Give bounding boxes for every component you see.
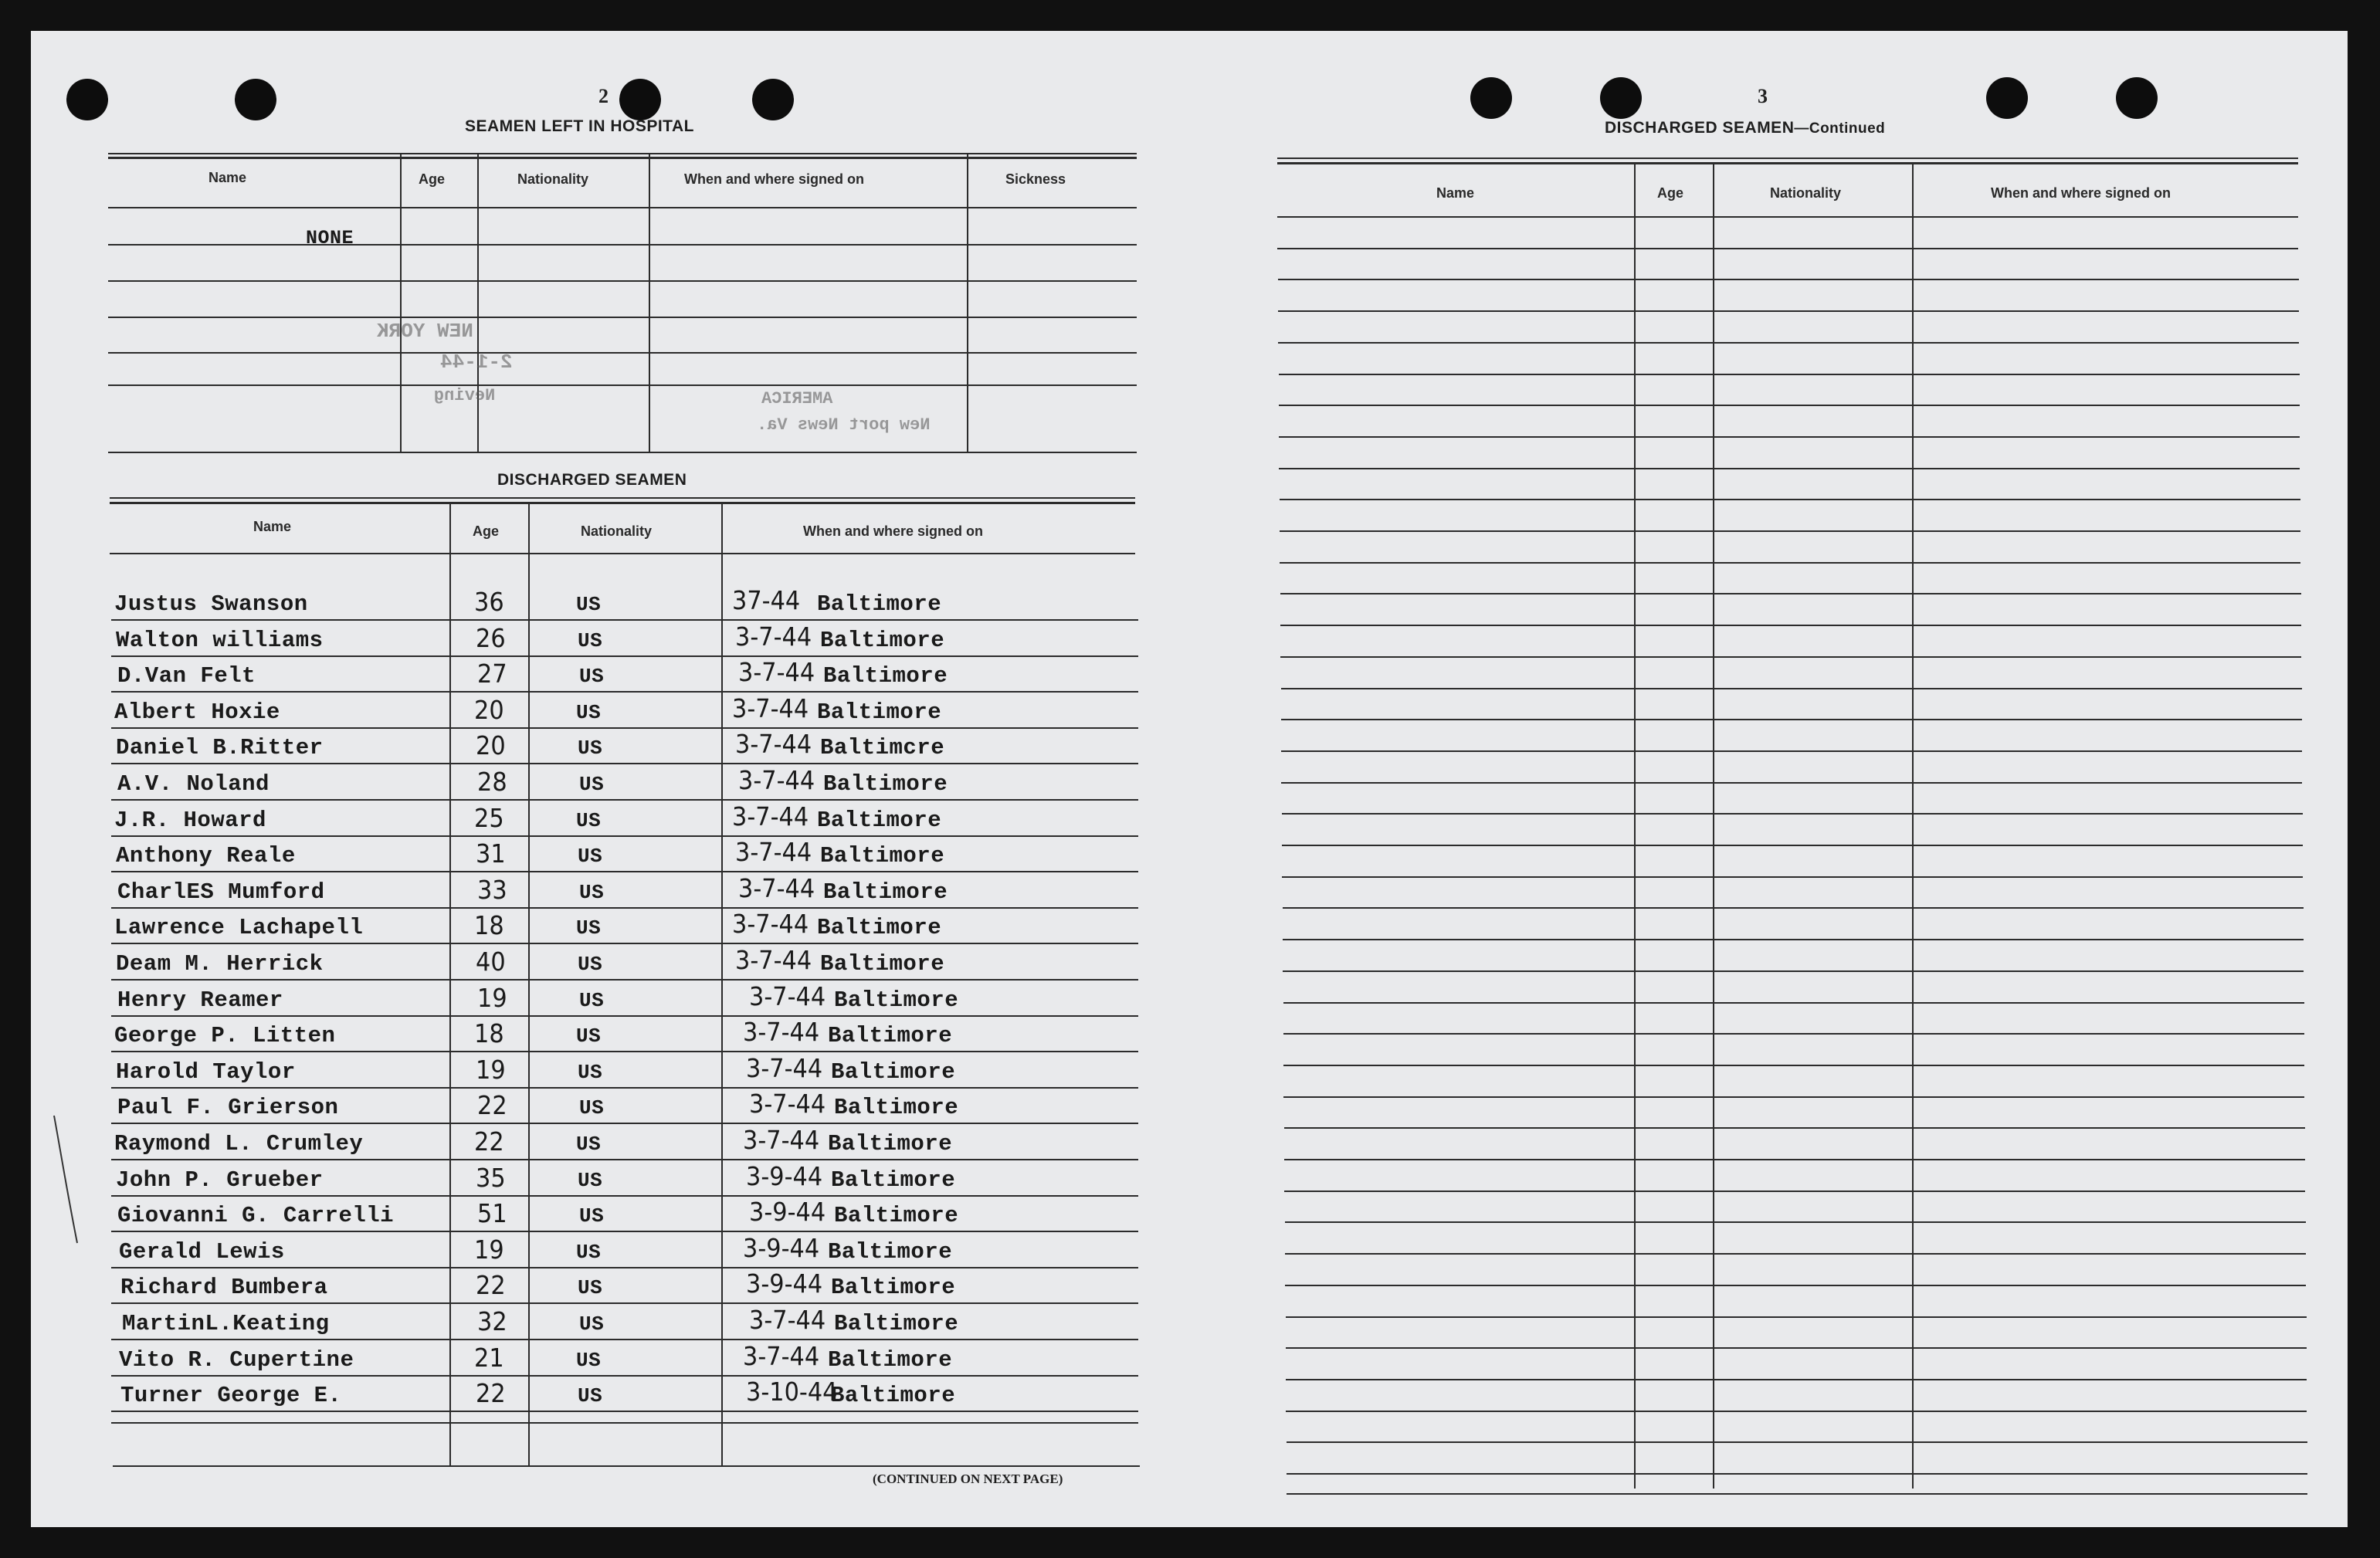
seaman-nationality: US bbox=[579, 665, 605, 689]
rule bbox=[1277, 157, 2298, 159]
row-rule bbox=[1277, 216, 2298, 218]
signed-on-date: 3-7-44 bbox=[732, 693, 809, 723]
row-rule bbox=[111, 979, 1138, 981]
rule bbox=[108, 317, 1137, 318]
seaman-age: 18 bbox=[474, 1018, 504, 1049]
row-rule bbox=[1285, 1253, 2306, 1255]
row-rule bbox=[111, 1123, 1138, 1124]
rule bbox=[108, 157, 1137, 159]
rule bbox=[108, 452, 1137, 453]
signed-on-date: 37-44 bbox=[732, 585, 801, 615]
column-divider bbox=[477, 154, 479, 452]
row-rule bbox=[1282, 876, 2303, 878]
row-rule bbox=[111, 1159, 1138, 1160]
row-rule bbox=[111, 763, 1138, 764]
column-divider bbox=[528, 503, 530, 1467]
col-name: Name bbox=[209, 170, 247, 185]
column-divider bbox=[449, 503, 451, 1467]
row-rule bbox=[1286, 1316, 2307, 1318]
row-rule bbox=[1279, 436, 2300, 438]
signed-on-place: Baltimore bbox=[831, 1275, 956, 1301]
row-rule bbox=[1283, 970, 2304, 972]
col-age: Age bbox=[473, 523, 500, 539]
seaman-age: 27 bbox=[477, 659, 507, 689]
seaman-age: 22 bbox=[474, 1126, 504, 1157]
continued-title-main: DISCHARGED SEAMEN bbox=[1605, 119, 1795, 137]
col-signed-on: When and where signed on bbox=[803, 523, 984, 539]
row-rule bbox=[1281, 750, 2302, 752]
row-rule bbox=[1279, 374, 2300, 375]
row-rule bbox=[111, 1375, 1138, 1377]
seaman-name: CharlES Mumford bbox=[117, 879, 325, 905]
row-rule bbox=[1282, 845, 2303, 846]
seaman-age: 19 bbox=[476, 1054, 506, 1085]
signed-on-date: 3-7-44 bbox=[743, 1125, 820, 1155]
row-rule bbox=[1284, 1191, 2305, 1192]
seaman-name: Harold Taylor bbox=[116, 1058, 296, 1085]
signed-on-date: 3-7-44 bbox=[738, 872, 815, 903]
signed-on-date: 3-9-44 bbox=[746, 1268, 823, 1299]
seaman-nationality: US bbox=[576, 1025, 602, 1048]
column-divider bbox=[721, 503, 723, 1467]
rule bbox=[108, 352, 1137, 354]
seaman-age: 36 bbox=[474, 587, 504, 617]
signed-on-place: Baltimore bbox=[817, 591, 942, 617]
signed-on-date: 3-7-44 bbox=[743, 1017, 820, 1048]
seaman-nationality: US bbox=[576, 808, 602, 832]
row-rule bbox=[1278, 342, 2299, 344]
seaman-nationality: US bbox=[578, 628, 603, 652]
seaman-nationality: US bbox=[579, 1096, 605, 1120]
seaman-age: 22 bbox=[477, 1090, 507, 1121]
bleed-through-text: NEW YORK bbox=[377, 320, 473, 343]
signed-on-date: 3-7-44 bbox=[749, 981, 826, 1011]
row-rule bbox=[111, 691, 1138, 693]
seaman-age: 40 bbox=[476, 947, 506, 977]
signed-on-date: 3-7-44 bbox=[738, 765, 815, 795]
punch-hole bbox=[235, 79, 276, 120]
seaman-name: Daniel B.Ritter bbox=[116, 735, 324, 761]
page-number-left: 2 bbox=[598, 85, 609, 107]
seaman-nationality: US bbox=[579, 1204, 605, 1228]
seaman-nationality: US bbox=[576, 1133, 602, 1156]
seaman-nationality: US bbox=[578, 1276, 603, 1300]
signed-on-place: Baltimcre bbox=[820, 735, 945, 761]
seaman-age: 19 bbox=[474, 1234, 504, 1265]
row-rule bbox=[111, 907, 1138, 909]
punch-hole bbox=[2116, 77, 2158, 119]
row-rule bbox=[111, 1231, 1138, 1232]
row-rule bbox=[1280, 562, 2300, 564]
seaman-name: Turner George E. bbox=[120, 1383, 342, 1409]
seaman-age: 20 bbox=[476, 730, 506, 761]
row-rule bbox=[1279, 468, 2300, 469]
seaman-name: Richard Bumbera bbox=[120, 1275, 328, 1301]
signed-on-date: 3-7-44 bbox=[735, 729, 812, 760]
seaman-nationality: US bbox=[579, 988, 605, 1012]
signed-on-date: 3-7-44 bbox=[746, 1052, 823, 1083]
col-age: Age bbox=[419, 171, 446, 187]
rule bbox=[110, 502, 1135, 504]
seaman-age: 32 bbox=[477, 1306, 507, 1336]
seaman-name: Henry Reamer bbox=[117, 987, 283, 1013]
seaman-nationality: US bbox=[576, 916, 602, 940]
rule bbox=[1277, 162, 2298, 164]
signed-on-place: Baltimore bbox=[834, 1311, 959, 1336]
signed-on-date: 3-7-44 bbox=[738, 657, 815, 688]
col-signed-on: When and where signed on bbox=[1991, 185, 2171, 201]
signed-on-place: Baltimore bbox=[828, 1023, 953, 1049]
row-rule bbox=[1285, 1221, 2306, 1223]
signed-on-date: 3-7-44 bbox=[732, 801, 809, 831]
seaman-nationality: US bbox=[576, 1240, 602, 1264]
page-number-right: 3 bbox=[1758, 85, 1768, 107]
signed-on-date: 3-7-44 bbox=[735, 945, 812, 975]
seaman-nationality: US bbox=[578, 953, 603, 976]
signed-on-place: Baltimore bbox=[831, 1058, 956, 1085]
row-rule bbox=[1282, 813, 2303, 815]
signed-on-place: Baltimore bbox=[817, 699, 942, 725]
row-rule bbox=[1281, 688, 2302, 689]
seaman-name: MartinL.Keating bbox=[122, 1311, 330, 1336]
discharged-section-title: DISCHARGED SEAMEN bbox=[497, 471, 687, 489]
seaman-name: Giovanni G. Carrelli bbox=[117, 1203, 395, 1229]
row-rule bbox=[111, 655, 1138, 657]
signed-on-date: 3-7-44 bbox=[735, 837, 812, 868]
signed-on-place: Baltimore bbox=[828, 1238, 953, 1265]
signed-on-place: Baltimore bbox=[828, 1346, 953, 1373]
seaman-name: Vito R. Cupertine bbox=[119, 1346, 354, 1373]
seaman-name: Paul F. Grierson bbox=[117, 1095, 339, 1121]
punch-hole bbox=[66, 79, 108, 120]
column-divider bbox=[1634, 164, 1636, 1489]
signed-on-date: 3-10-44 bbox=[746, 1377, 838, 1407]
seaman-nationality: US bbox=[579, 1312, 605, 1336]
bleed-through-text: AMERICA bbox=[761, 389, 833, 408]
seaman-name: D.Van Felt bbox=[117, 663, 256, 689]
signed-on-date: 3-7-44 bbox=[749, 1305, 826, 1335]
column-divider bbox=[649, 154, 650, 452]
punch-hole bbox=[619, 79, 661, 120]
rule bbox=[111, 1422, 1138, 1424]
row-rule bbox=[111, 1339, 1138, 1340]
row-rule bbox=[1281, 782, 2302, 784]
row-rule bbox=[111, 727, 1138, 729]
row-rule bbox=[111, 619, 1138, 621]
seaman-name: Justus Swanson bbox=[114, 591, 308, 617]
signed-on-place: Baltimore bbox=[834, 987, 959, 1013]
punch-hole bbox=[1986, 77, 2028, 119]
row-rule bbox=[1279, 405, 2300, 406]
row-rule bbox=[1280, 656, 2301, 658]
signed-on-place: Baltimore bbox=[828, 1131, 953, 1157]
seaman-nationality: US bbox=[578, 1060, 603, 1084]
row-rule bbox=[1283, 1096, 2304, 1098]
pencil-mark bbox=[46, 1112, 93, 1266]
seaman-age: 18 bbox=[474, 910, 504, 941]
hospital-entry: NONE bbox=[306, 227, 354, 249]
seaman-name: John P. Grueber bbox=[116, 1167, 324, 1193]
row-rule bbox=[1286, 1379, 2307, 1380]
seaman-age: 28 bbox=[477, 767, 507, 797]
seaman-name: A.V. Noland bbox=[117, 771, 270, 797]
signed-on-date: 3-7-44 bbox=[735, 621, 812, 652]
signed-on-place: Baltimore bbox=[823, 879, 948, 905]
row-rule bbox=[1280, 593, 2301, 594]
seaman-age: 33 bbox=[477, 874, 507, 905]
column-divider bbox=[400, 154, 402, 452]
col-nationality: Nationality bbox=[1770, 185, 1842, 201]
signed-on-place: Baltimore bbox=[820, 951, 945, 977]
document-sheet bbox=[31, 31, 2348, 1527]
col-sickness: Sickness bbox=[1005, 171, 1066, 187]
seaman-name: Albert Hoxie bbox=[114, 699, 280, 725]
seaman-name: George P. Litten bbox=[114, 1023, 336, 1049]
seaman-name: Anthony Reale bbox=[116, 843, 296, 869]
row-rule bbox=[1278, 310, 2299, 312]
column-divider bbox=[1912, 164, 1914, 1489]
punch-hole bbox=[1470, 77, 1512, 119]
row-rule bbox=[111, 1267, 1138, 1268]
rule bbox=[108, 384, 1137, 386]
seaman-name: Deam M. Herrick bbox=[116, 951, 324, 977]
signed-on-place: Baltimore bbox=[834, 1095, 959, 1121]
col-name: Name bbox=[1436, 185, 1475, 201]
row-rule bbox=[1284, 1127, 2305, 1129]
punch-hole bbox=[1600, 77, 1642, 119]
signed-on-place: Baltimore bbox=[823, 663, 948, 689]
rule bbox=[108, 207, 1137, 208]
row-rule bbox=[111, 1302, 1138, 1304]
bleed-through-text: 2-1-44 bbox=[440, 351, 513, 374]
rule bbox=[108, 244, 1137, 246]
seaman-nationality: US bbox=[576, 1348, 602, 1372]
row-rule bbox=[111, 835, 1138, 837]
signed-on-date: 3-9-44 bbox=[749, 1197, 826, 1228]
seaman-age: 51 bbox=[477, 1198, 507, 1229]
seaman-nationality: US bbox=[579, 880, 605, 904]
row-rule bbox=[1284, 1159, 2305, 1160]
row-rule bbox=[1280, 625, 2301, 626]
seaman-age: 26 bbox=[476, 622, 506, 653]
seaman-nationality: US bbox=[578, 737, 603, 760]
signed-on-place: Baltimore bbox=[831, 1167, 956, 1193]
row-rule bbox=[1287, 1441, 2307, 1443]
seaman-age: 35 bbox=[476, 1162, 506, 1193]
seaman-name: Lawrence Lachapell bbox=[114, 915, 364, 941]
continued-section-title bbox=[1605, 119, 1885, 137]
row-rule bbox=[1286, 1347, 2307, 1349]
row-rule bbox=[1285, 1285, 2306, 1286]
bottom-rule bbox=[1287, 1493, 2307, 1495]
row-rule bbox=[1280, 530, 2300, 532]
signed-on-date: 3-9-44 bbox=[743, 1232, 820, 1263]
bleed-through-text: Neving bbox=[434, 386, 496, 405]
seaman-nationality: US bbox=[578, 845, 603, 869]
row-rule bbox=[1281, 719, 2302, 720]
col-nationality: Nationality bbox=[517, 171, 589, 187]
signed-on-date: 3-7-44 bbox=[749, 1089, 826, 1119]
continued-title-suffix: —Continued bbox=[1794, 120, 1886, 137]
seaman-nationality: US bbox=[578, 1168, 603, 1192]
seaman-name: Raymond L. Crumley bbox=[114, 1131, 364, 1157]
rule bbox=[108, 280, 1137, 282]
signed-on-date: 3-7-44 bbox=[732, 909, 809, 940]
signed-on-place: Baltimore bbox=[820, 843, 945, 869]
seaman-age: 31 bbox=[476, 838, 506, 869]
seaman-age: 21 bbox=[474, 1342, 504, 1373]
row-rule bbox=[1280, 499, 2300, 500]
row-rule bbox=[111, 1015, 1138, 1017]
row-rule bbox=[111, 1051, 1138, 1052]
header-rule bbox=[110, 553, 1135, 554]
signed-on-place: Baltimore bbox=[831, 1383, 956, 1409]
rule bbox=[108, 153, 1137, 154]
row-rule bbox=[1287, 1473, 2307, 1475]
column-divider bbox=[1713, 164, 1714, 1489]
signed-on-place: Baltimore bbox=[834, 1203, 959, 1229]
row-rule bbox=[111, 871, 1138, 872]
col-nationality: Nationality bbox=[581, 523, 653, 539]
signed-on-date: 3-7-44 bbox=[743, 1340, 820, 1371]
row-rule bbox=[111, 943, 1138, 944]
col-name: Name bbox=[253, 519, 292, 534]
seaman-nationality: US bbox=[576, 700, 602, 724]
row-rule bbox=[1283, 1002, 2304, 1004]
col-age: Age bbox=[1657, 185, 1684, 201]
continued-note: (CONTINUED ON NEXT PAGE) bbox=[873, 1472, 1063, 1486]
seaman-nationality: US bbox=[576, 593, 602, 616]
hospital-section-title: SEAMEN LEFT IN HOSPITAL bbox=[465, 117, 694, 135]
signed-on-place: Baltimore bbox=[823, 771, 948, 797]
col-signed-on: When and where signed on bbox=[684, 171, 865, 187]
seaman-age: 20 bbox=[474, 694, 504, 725]
signed-on-date: 3-9-44 bbox=[746, 1160, 823, 1191]
row-rule bbox=[1278, 279, 2299, 280]
signed-on-place: Baltimore bbox=[817, 915, 942, 941]
punch-hole bbox=[752, 79, 794, 120]
seaman-nationality: US bbox=[578, 1384, 603, 1408]
row-rule bbox=[1283, 1033, 2304, 1035]
bleed-through-text: New port News Va. bbox=[757, 415, 931, 435]
row-rule bbox=[1277, 248, 2298, 249]
seaman-name: Walton williams bbox=[116, 627, 324, 653]
row-rule bbox=[1286, 1411, 2307, 1412]
seaman-nationality: US bbox=[579, 773, 605, 796]
seaman-age: 22 bbox=[476, 1270, 506, 1301]
rule bbox=[113, 1465, 1140, 1467]
signed-on-place: Baltimore bbox=[817, 807, 942, 833]
row-rule bbox=[111, 1087, 1138, 1089]
seaman-age: 22 bbox=[476, 1378, 506, 1409]
signed-on-place: Baltimore bbox=[820, 627, 945, 653]
seaman-name: Gerald Lewis bbox=[119, 1238, 285, 1265]
column-divider bbox=[967, 154, 968, 452]
seaman-age: 19 bbox=[477, 982, 507, 1013]
row-rule bbox=[111, 799, 1138, 801]
row-rule bbox=[111, 1195, 1138, 1197]
row-rule bbox=[111, 1411, 1138, 1412]
rule bbox=[110, 497, 1135, 499]
row-rule bbox=[1283, 939, 2304, 940]
row-rule bbox=[1283, 907, 2304, 909]
row-rule bbox=[1283, 1065, 2304, 1066]
seaman-name: J.R. Howard bbox=[114, 807, 266, 833]
seaman-age: 25 bbox=[474, 802, 504, 833]
